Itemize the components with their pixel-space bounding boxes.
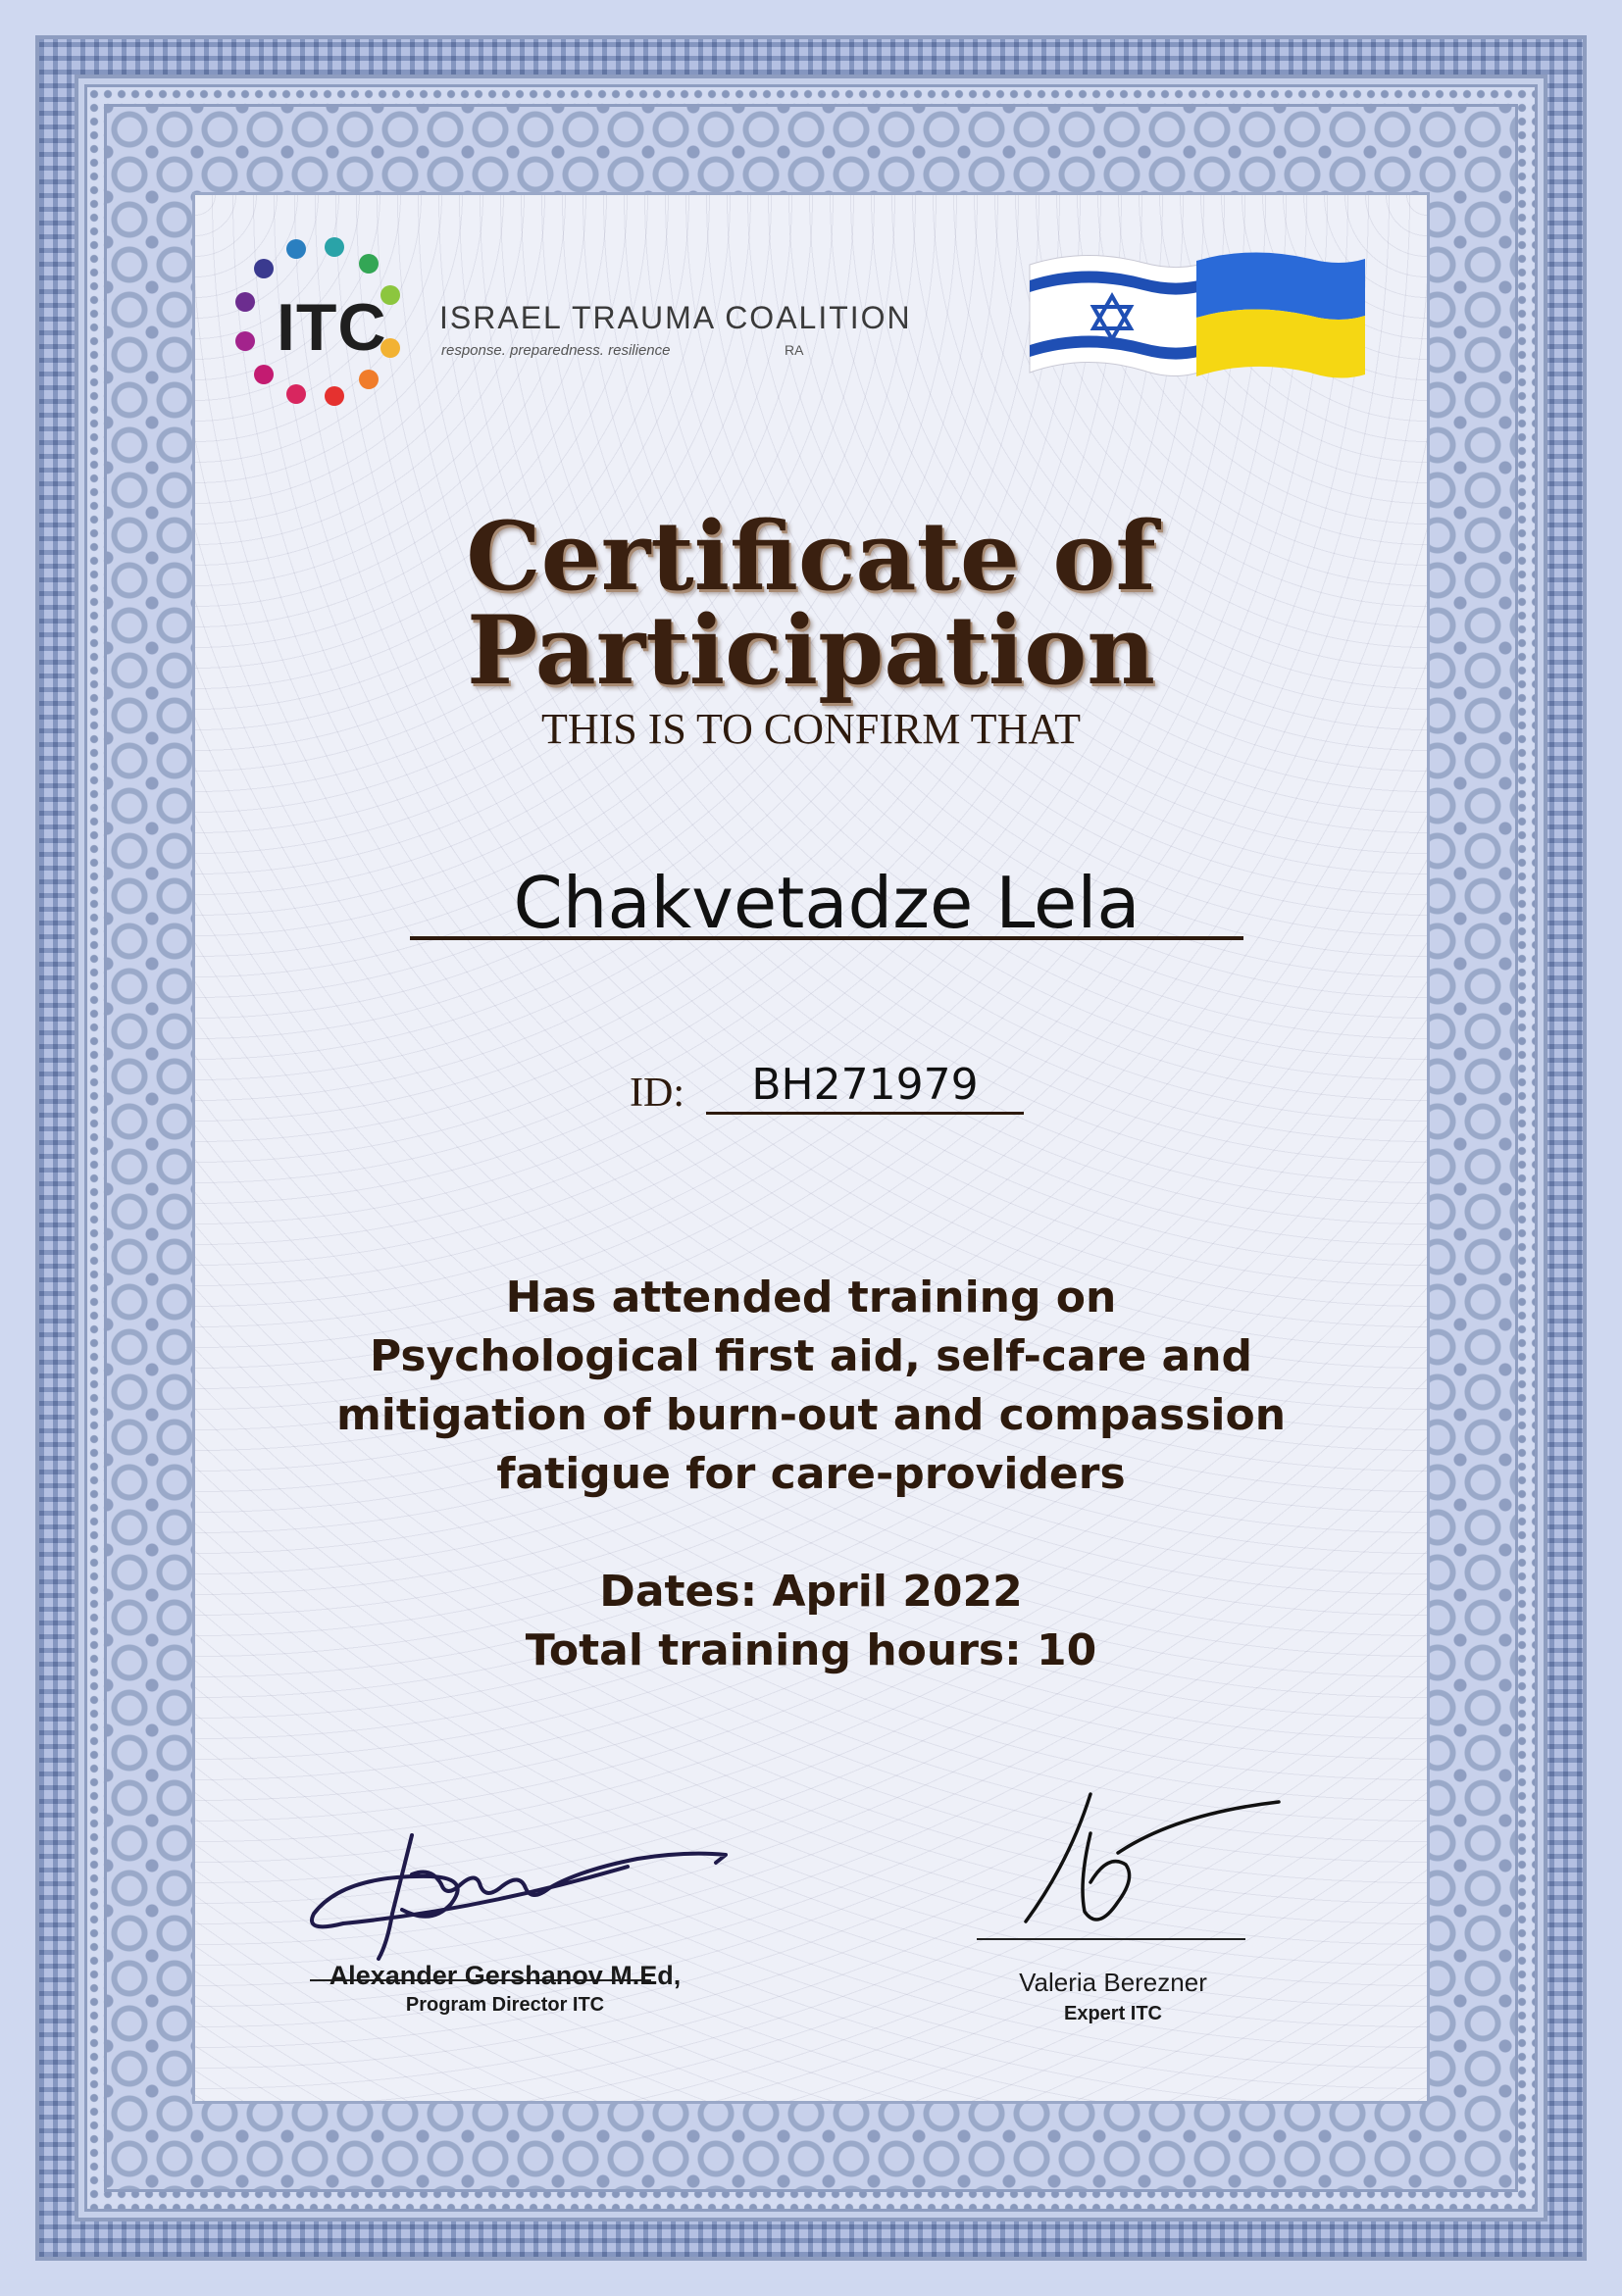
- signature-right: [1010, 1784, 1294, 1931]
- participant-name: Chakvetadze Lela: [513, 862, 1140, 944]
- description-line: Has attended training on: [505, 1273, 1117, 1323]
- logo-dot: [359, 370, 379, 389]
- logo-dot: [254, 259, 274, 278]
- logo-dot: [254, 365, 274, 384]
- confirm-text: THIS IS TO CONFIRM THAT: [540, 705, 1082, 753]
- id-value: BH271979: [751, 1060, 979, 1110]
- flags: [1026, 251, 1369, 398]
- certificate-title: Certificate of Participation: [466, 501, 1156, 706]
- logo-dot: [286, 239, 306, 259]
- name-underline: [410, 936, 1243, 940]
- logo-text: ITC: [277, 290, 387, 365]
- logo-dot: [359, 254, 379, 274]
- logo-dot: [325, 237, 344, 257]
- organization-name: ISRAEL TRAUMA COALITION: [439, 300, 912, 335]
- organization-tagline: response. preparedness. resilience: [441, 342, 671, 359]
- description-line: Psychological first aid, self-care and: [369, 1331, 1253, 1381]
- signature-left: [284, 1816, 735, 1963]
- itc-logo: [226, 235, 422, 412]
- signatory-role-left: Program Director ITC: [405, 1994, 605, 2016]
- logo-dot: [235, 331, 255, 351]
- israel-flag: [1030, 255, 1198, 375]
- logo-dot: [235, 292, 255, 312]
- description-line: fatigue for care-providers: [496, 1449, 1126, 1499]
- training-hours: Total training hours: 10: [525, 1625, 1097, 1675]
- logo-dot: [325, 386, 344, 406]
- id-label: ID:: [630, 1071, 684, 1116]
- id-underline: [706, 1112, 1024, 1115]
- training-details: [196, 1563, 1426, 1680]
- signature-line-right: [977, 1938, 1245, 1940]
- training-dates: Dates: April 2022: [599, 1567, 1023, 1617]
- description-line: mitigation of burn-out and compassion: [335, 1390, 1287, 1440]
- signatory-name-left: Alexander Gershanov M.Ed,: [329, 1961, 682, 1990]
- training-description: [255, 1269, 1367, 1504]
- logo-dot: [286, 384, 306, 404]
- ukraine-flag: [1196, 252, 1365, 377]
- signatory-role-right: Expert ITC: [1063, 2003, 1163, 2024]
- organization-suffix: RA: [785, 342, 804, 358]
- signatory-name-right: Valeria Berezner: [1019, 1968, 1207, 1997]
